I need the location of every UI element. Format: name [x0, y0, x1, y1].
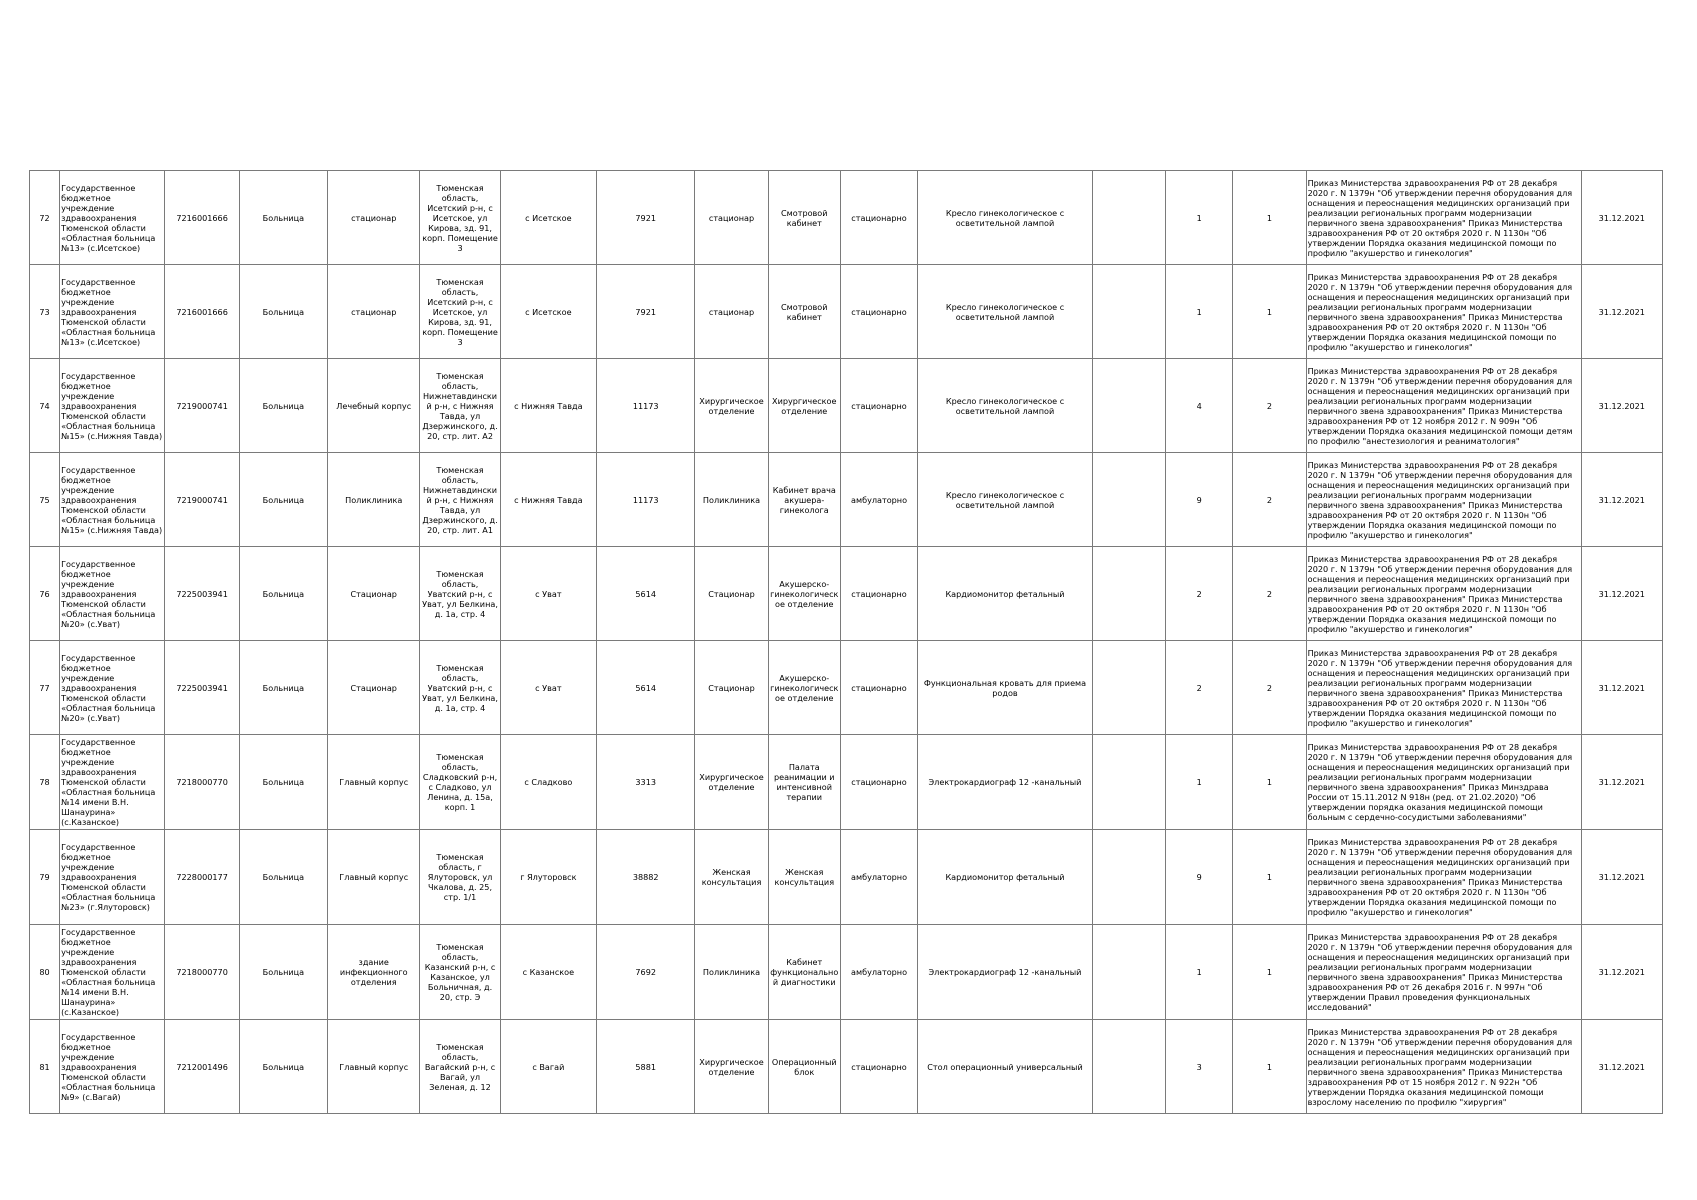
cell-address: Тюменская область, Нижнетавдинский р-н, с Нижняя Тавда, ул Дзержинского, д. 20, стр. лит. А2 — [420, 359, 500, 453]
cell-type: Больница — [239, 735, 327, 830]
table-row — [30, 171, 1663, 265]
cell-planned: 2 — [1233, 547, 1306, 641]
cell-locality: с Нижняя Тавда — [500, 453, 596, 547]
cell-planned: 1 — [1233, 830, 1306, 925]
cell-basis: Приказ Министерства здравоохранения РФ от 28 декабря 2020 г. N 1379н "Об утверждении перечня оборудования для оснащения и переоснащения медицинских организаций при реализации региональных программ модернизации первичного звена здравоохранения" Приказ Министерства здравоохранения РФ от 20 октября 2020 г. N 1130н "Об утверждении Порядка оказания медицинской помощи по профилю "акушерство и гинекология" — [1306, 453, 1581, 547]
cell-equipment: Кресло гинекологическое с осветительной лампой — [918, 171, 1093, 265]
table-row — [30, 735, 1663, 830]
cell-building: Стационар — [328, 547, 420, 641]
cell-inn: 7228000177 — [165, 830, 239, 925]
cell-num: 73 — [30, 265, 60, 359]
cell-org: Государственное бюджетное учреждение здравоохранения Тюменской области «Областная больница №23» (г.Ялуторовск) — [60, 830, 165, 925]
cell-equipment: Кресло гинекологическое с осветительной лампой — [918, 359, 1093, 453]
cell-population: 5881 — [597, 1020, 695, 1114]
cell-care: амбулаторно — [840, 925, 917, 1020]
cell-planned: 1 — [1233, 735, 1306, 830]
cell-population: 11173 — [597, 453, 695, 547]
cell-num: 74 — [30, 359, 60, 453]
cell-inn: 7212001496 — [165, 1020, 239, 1114]
cell-basis: Приказ Министерства здравоохранения РФ от 28 декабря 2020 г. N 1379н "Об утверждении перечня оборудования для оснащения и переоснащения медицинских организаций при реализации региональных программ модернизации первичного звена здравоохранения" Приказ Минздрава России от 15.11.2012 N 918н (ред. от 21.02.2020) "Об утверждении порядка оказания медицинской помощи больным с сердечно-сосудистыми заболеваниями" — [1306, 735, 1581, 830]
cell-care: стационарно — [840, 547, 917, 641]
cell-inn: 7218000770 — [165, 925, 239, 1020]
cell-subdivision: стационар — [695, 265, 768, 359]
cell-date: 31.12.2021 — [1581, 547, 1662, 641]
cell-equipment: Кресло гинекологическое с осветительной лампой — [918, 265, 1093, 359]
data-table — [29, 170, 1663, 1114]
cell-department: Кабинет врача акушера-гинеколога — [768, 453, 840, 547]
cell-population: 11173 — [597, 359, 695, 453]
cell-building: здание инфекционного отделения — [328, 925, 420, 1020]
cell-empty — [1092, 1020, 1165, 1114]
cell-subdivision: стационар — [695, 171, 768, 265]
cell-planned: 2 — [1233, 453, 1306, 547]
table-row — [30, 830, 1663, 925]
cell-required: 3 — [1166, 1020, 1233, 1114]
cell-org: Государственное бюджетное учреждение здравоохранения Тюменской области «Областная больница №14 имени В.Н. Шанаурина» (с.Казанское) — [60, 735, 165, 830]
cell-subdivision: Хирургическое отделение — [695, 1020, 768, 1114]
cell-care: стационарно — [840, 265, 917, 359]
cell-empty — [1092, 641, 1165, 735]
cell-basis: Приказ Министерства здравоохранения РФ от 28 декабря 2020 г. N 1379н "Об утверждении перечня оборудования для оснащения и переоснащения медицинских организаций при реализации региональных программ модернизации первичного звена здравоохранения" Приказ Министерства здравоохранения РФ от 26 декабря 2016 г. N 997н "Об утверждении Правил проведения функциональных исследований" — [1306, 925, 1581, 1020]
cell-basis: Приказ Министерства здравоохранения РФ от 28 декабря 2020 г. N 1379н "Об утверждении перечня оборудования для оснащения и переоснащения медицинских организаций при реализации региональных программ модернизации первичного звена здравоохранения" Приказ Министерства здравоохранения РФ от 20 октября 2020 г. N 1130н "Об утверждении Порядка оказания медицинской помощи по профилю "акушерство и гинекология" — [1306, 641, 1581, 735]
cell-inn: 7218000770 — [165, 735, 239, 830]
cell-inn: 7225003941 — [165, 547, 239, 641]
cell-address: Тюменская область, Исетский р-н, с Исетское, ул Кирова, зд. 91, корп. Помещение 3 — [420, 265, 500, 359]
cell-equipment: Кардиомонитор фетальный — [918, 830, 1093, 925]
table-row — [30, 265, 1663, 359]
cell-locality: с Уват — [500, 547, 596, 641]
cell-population: 7921 — [597, 171, 695, 265]
cell-empty — [1092, 171, 1165, 265]
cell-inn: 7219000741 — [165, 359, 239, 453]
cell-address: Тюменская область, Исетский р-н, с Исетское, ул Кирова, зд. 91, корп. Помещение 3 — [420, 171, 500, 265]
cell-num: 80 — [30, 925, 60, 1020]
table-row — [30, 359, 1663, 453]
table-body — [30, 171, 1663, 1114]
cell-org: Государственное бюджетное учреждение здравоохранения Тюменской области «Областная больница №9» (с.Вагай) — [60, 1020, 165, 1114]
cell-date: 31.12.2021 — [1581, 265, 1662, 359]
cell-subdivision: Поликлиника — [695, 925, 768, 1020]
cell-population: 7692 — [597, 925, 695, 1020]
cell-subdivision: Стационар — [695, 547, 768, 641]
cell-org: Государственное бюджетное учреждение здравоохранения Тюменской области «Областная больница №15» (с.Нижняя Тавда) — [60, 359, 165, 453]
cell-type: Больница — [239, 265, 327, 359]
cell-department: Палата реанимации и интенсивной терапии — [768, 735, 840, 830]
cell-date: 31.12.2021 — [1581, 1020, 1662, 1114]
cell-inn: 7216001666 — [165, 171, 239, 265]
cell-locality: с Казанское — [500, 925, 596, 1020]
cell-locality: с Исетское — [500, 171, 596, 265]
table-row — [30, 453, 1663, 547]
cell-department: Смотровой кабинет — [768, 265, 840, 359]
cell-care: стационарно — [840, 171, 917, 265]
cell-care: стационарно — [840, 735, 917, 830]
cell-required: 1 — [1166, 265, 1233, 359]
cell-empty — [1092, 359, 1165, 453]
cell-empty — [1092, 830, 1165, 925]
cell-empty — [1092, 265, 1165, 359]
cell-locality: с Нижняя Тавда — [500, 359, 596, 453]
cell-equipment: Стол операционный универсальный — [918, 1020, 1093, 1114]
cell-empty — [1092, 925, 1165, 1020]
cell-empty — [1092, 547, 1165, 641]
cell-department: Смотровой кабинет — [768, 171, 840, 265]
table-row — [30, 641, 1663, 735]
cell-building: стационар — [328, 171, 420, 265]
cell-equipment: Электрокардиограф 12 -канальный — [918, 925, 1093, 1020]
cell-required: 9 — [1166, 453, 1233, 547]
cell-equipment: Кардиомонитор фетальный — [918, 547, 1093, 641]
cell-type: Больница — [239, 453, 327, 547]
cell-address: Тюменская область, г Ялуторовск, ул Чкалова, д. 25, стр. 1/1 — [420, 830, 500, 925]
cell-required: 1 — [1166, 171, 1233, 265]
cell-type: Больница — [239, 171, 327, 265]
cell-building: Главный корпус — [328, 735, 420, 830]
cell-date: 31.12.2021 — [1581, 641, 1662, 735]
cell-required: 2 — [1166, 547, 1233, 641]
cell-num: 77 — [30, 641, 60, 735]
cell-care: амбулаторно — [840, 830, 917, 925]
cell-equipment: Функциональная кровать для приема родов — [918, 641, 1093, 735]
cell-planned: 1 — [1233, 1020, 1306, 1114]
cell-empty — [1092, 735, 1165, 830]
cell-population: 38882 — [597, 830, 695, 925]
cell-type: Больница — [239, 359, 327, 453]
cell-required: 9 — [1166, 830, 1233, 925]
cell-planned: 1 — [1233, 265, 1306, 359]
cell-required: 4 — [1166, 359, 1233, 453]
cell-department: Хирургическое отделение — [768, 359, 840, 453]
cell-locality: с Уват — [500, 641, 596, 735]
cell-population: 5614 — [597, 547, 695, 641]
cell-locality: с Исетское — [500, 265, 596, 359]
cell-type: Больница — [239, 830, 327, 925]
cell-address: Тюменская область, Вагайский р-н, с Вагай, ул Зеленая, д. 12 — [420, 1020, 500, 1114]
cell-num: 78 — [30, 735, 60, 830]
cell-building: Поликлиника — [328, 453, 420, 547]
cell-planned: 1 — [1233, 925, 1306, 1020]
cell-population: 7921 — [597, 265, 695, 359]
cell-num: 81 — [30, 1020, 60, 1114]
table-row — [30, 1020, 1663, 1114]
table-row — [30, 925, 1663, 1020]
cell-org: Государственное бюджетное учреждение здравоохранения Тюменской области «Областная больница №20» (с.Уват) — [60, 547, 165, 641]
cell-inn: 7219000741 — [165, 453, 239, 547]
cell-address: Тюменская область, Сладковский р-н, с Сладково, ул Ленина, д. 15а, корп. 1 — [420, 735, 500, 830]
cell-department: Акушерско-гинекологическое отделение — [768, 641, 840, 735]
cell-address: Тюменская область, Уватский р-н, с Уват, ул Белкина, д. 1а, стр. 4 — [420, 547, 500, 641]
cell-type: Больница — [239, 641, 327, 735]
cell-empty — [1092, 453, 1165, 547]
cell-subdivision: Хирургическое отделение — [695, 735, 768, 830]
table-row — [30, 547, 1663, 641]
cell-inn: 7225003941 — [165, 641, 239, 735]
cell-basis: Приказ Министерства здравоохранения РФ от 28 декабря 2020 г. N 1379н "Об утверждении перечня оборудования для оснащения и переоснащения медицинских организаций при реализации региональных программ модернизации первичного звена здравоохранения" Приказ Министерства здравоохранения РФ от 12 ноября 2012 г. N 909н "Об утверждении Порядка оказания медицинской помощи детям по профилю "анестезиология и реаниматология" — [1306, 359, 1581, 453]
cell-type: Больница — [239, 547, 327, 641]
cell-basis: Приказ Министерства здравоохранения РФ от 28 декабря 2020 г. N 1379н "Об утверждении перечня оборудования для оснащения и переоснащения медицинских организаций при реализации региональных программ модернизации первичного звена здравоохранения" Приказ Министерства здравоохранения РФ от 20 октября 2020 г. N 1130н "Об утверждении Порядка оказания медицинской помощи по профилю "акушерство и гинекология" — [1306, 265, 1581, 359]
cell-date: 31.12.2021 — [1581, 830, 1662, 925]
cell-date: 31.12.2021 — [1581, 453, 1662, 547]
cell-equipment: Электрокардиограф 12 -канальный — [918, 735, 1093, 830]
cell-department: Операционный блок — [768, 1020, 840, 1114]
cell-org: Государственное бюджетное учреждение здравоохранения Тюменской области «Областная больница №13» (с.Исетское) — [60, 171, 165, 265]
cell-planned: 2 — [1233, 641, 1306, 735]
cell-num: 79 — [30, 830, 60, 925]
cell-population: 3313 — [597, 735, 695, 830]
cell-org: Государственное бюджетное учреждение здравоохранения Тюменской области «Областная больница №14 имени В.Н. Шанаурина» (с.Казанское) — [60, 925, 165, 1020]
cell-building: Лечебный корпус — [328, 359, 420, 453]
cell-address: Тюменская область, Нижнетавдинский р-н, с Нижняя Тавда, ул Дзержинского, д. 20, стр. лит. А1 — [420, 453, 500, 547]
cell-care: стационарно — [840, 359, 917, 453]
cell-building: Стационар — [328, 641, 420, 735]
cell-date: 31.12.2021 — [1581, 359, 1662, 453]
cell-building: Главный корпус — [328, 830, 420, 925]
cell-department: Женская консультация — [768, 830, 840, 925]
cell-org: Государственное бюджетное учреждение здравоохранения Тюменской области «Областная больница №20» (с.Уват) — [60, 641, 165, 735]
cell-type: Больница — [239, 1020, 327, 1114]
cell-org: Государственное бюджетное учреждение здравоохранения Тюменской области «Областная больница №13» (с.Исетское) — [60, 265, 165, 359]
cell-basis: Приказ Министерства здравоохранения РФ от 28 декабря 2020 г. N 1379н "Об утверждении перечня оборудования для оснащения и переоснащения медицинских организаций при реализации региональных программ модернизации первичного звена здравоохранения" Приказ Министерства здравоохранения РФ от 20 октября 2020 г. N 1130н "Об утверждении Порядка оказания медицинской помощи по профилю "акушерство и гинекология" — [1306, 830, 1581, 925]
cell-date: 31.12.2021 — [1581, 735, 1662, 830]
cell-date: 31.12.2021 — [1581, 925, 1662, 1020]
cell-num: 72 — [30, 171, 60, 265]
cell-department: Акушерско-гинекологическое отделение — [768, 547, 840, 641]
cell-num: 75 — [30, 453, 60, 547]
cell-num: 76 — [30, 547, 60, 641]
cell-population: 5614 — [597, 641, 695, 735]
cell-org: Государственное бюджетное учреждение здравоохранения Тюменской области «Областная больница №15» (с.Нижняя Тавда) — [60, 453, 165, 547]
cell-care: амбулаторно — [840, 453, 917, 547]
cell-locality: с Сладково — [500, 735, 596, 830]
cell-building: Главный корпус — [328, 1020, 420, 1114]
cell-subdivision: Стационар — [695, 641, 768, 735]
cell-locality: с Вагай — [500, 1020, 596, 1114]
cell-date: 31.12.2021 — [1581, 171, 1662, 265]
cell-basis: Приказ Министерства здравоохранения РФ от 28 декабря 2020 г. N 1379н "Об утверждении перечня оборудования для оснащения и переоснащения медицинских организаций при реализации региональных программ модернизации первичного звена здравоохранения" Приказ Министерства здравоохранения РФ от 15 ноября 2012 г. N 922н "Об утверждении Порядка оказания медицинской помощи взрослому населению по профилю "хирургия" — [1306, 1020, 1581, 1114]
cell-building: стационар — [328, 265, 420, 359]
cell-planned: 2 — [1233, 359, 1306, 453]
cell-basis: Приказ Министерства здравоохранения РФ от 28 декабря 2020 г. N 1379н "Об утверждении перечня оборудования для оснащения и переоснащения медицинских организаций при реализации региональных программ модернизации первичного звена здравоохранения" Приказ Министерства здравоохранения РФ от 20 октября 2020 г. N 1130н "Об утверждении Порядка оказания медицинской помощи по профилю "акушерство и гинекология" — [1306, 547, 1581, 641]
cell-address: Тюменская область, Казанский р-н, с Казанское, ул Больничная, д. 20, стр. Э — [420, 925, 500, 1020]
cell-planned: 1 — [1233, 171, 1306, 265]
cell-required: 2 — [1166, 641, 1233, 735]
cell-required: 1 — [1166, 925, 1233, 1020]
cell-locality: г Ялуторовск — [500, 830, 596, 925]
cell-equipment: Кресло гинекологическое с осветительной лампой — [918, 453, 1093, 547]
cell-care: стационарно — [840, 641, 917, 735]
cell-basis: Приказ Министерства здравоохранения РФ от 28 декабря 2020 г. N 1379н "Об утверждении перечня оборудования для оснащения и переоснащения медицинских организаций при реализации региональных программ модернизации первичного звена здравоохранения" Приказ Министерства здравоохранения РФ от 20 октября 2020 г. N 1130н "Об утверждении Порядка оказания медицинской помощи по профилю "акушерство и гинекология" — [1306, 171, 1581, 265]
cell-subdivision: Женская консультация — [695, 830, 768, 925]
cell-department: Кабинет функциональной диагностики — [768, 925, 840, 1020]
cell-subdivision: Поликлиника — [695, 453, 768, 547]
cell-inn: 7216001666 — [165, 265, 239, 359]
cell-care: стационарно — [840, 1020, 917, 1114]
cell-subdivision: Хирургическое отделение — [695, 359, 768, 453]
cell-required: 1 — [1166, 735, 1233, 830]
cell-address: Тюменская область, Уватский р-н, с Уват, ул Белкина, д. 1а, стр. 4 — [420, 641, 500, 735]
cell-type: Больница — [239, 925, 327, 1020]
